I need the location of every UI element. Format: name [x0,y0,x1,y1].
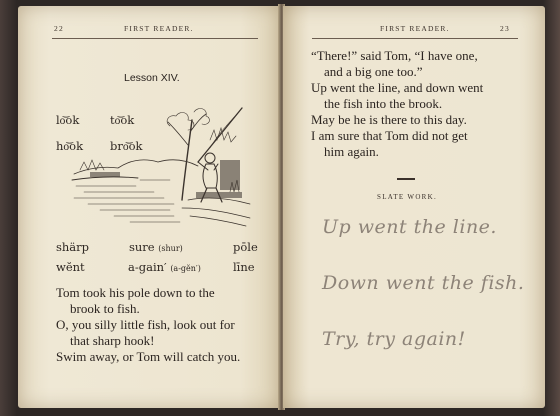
right-text-line-6: I am sure that Tom did not get [311,128,468,143]
left-text-line-1: Tom took his pole down to the [56,285,215,300]
script-line-2: Down went the fish. [322,272,525,294]
right-text-line-5: May be he is there to this day. [311,112,467,127]
right-page-number: 23 [500,24,510,33]
word-sure-pronunciation: (shur) [158,244,183,253]
left-header-rule [52,38,258,39]
script-line-1: Up went the line. [322,216,497,238]
word-look: lo͝ok [56,113,80,127]
left-text-line-3: O, you silly little fish, look out for [56,317,235,332]
word-sure-text: sure [129,240,155,254]
word-brook: bro͝ok [110,139,143,153]
left-text-line-5: Swim away, or Tom will catch you. [56,349,241,364]
right-text-line-4: the fish into the brook. [324,96,443,111]
word-sure [129,240,183,254]
word-line: līne [233,260,255,274]
right-header-rule [312,38,518,39]
lesson-title: Lesson XIV. [124,72,180,84]
word-again-text: a-gain′ [128,260,167,274]
right-text-line-1: “There!” said Tom, “I have one, [311,48,478,63]
word-hook: ho͝ok [56,139,84,153]
slate-work-title: SLATE WORK. [377,193,438,201]
right-text-line-2: and a big one too.” [324,64,423,79]
word-again [128,260,201,274]
right-running-head: FIRST READER. [380,24,450,33]
right-text-line-7: him again. [324,144,379,159]
right-text-line-3: Up went the line, and down went [311,80,484,95]
section-divider [397,178,415,180]
left-text-line-2: brook to fish. [70,301,140,316]
word-went: wĕnt [56,260,85,274]
fishing-boy-illustration [70,100,252,228]
word-sharp: shärp [56,240,90,254]
word-took: to͝ok [110,113,135,127]
left-text-line-4: that sharp hook! [70,333,155,348]
left-running-head: FIRST READER. [124,24,194,33]
script-line-3: Try, try again! [322,328,466,350]
word-pole: pōle [233,240,258,254]
left-page-number: 22 [54,24,64,33]
word-again-pronunciation: (a-gĕn′) [170,264,201,273]
